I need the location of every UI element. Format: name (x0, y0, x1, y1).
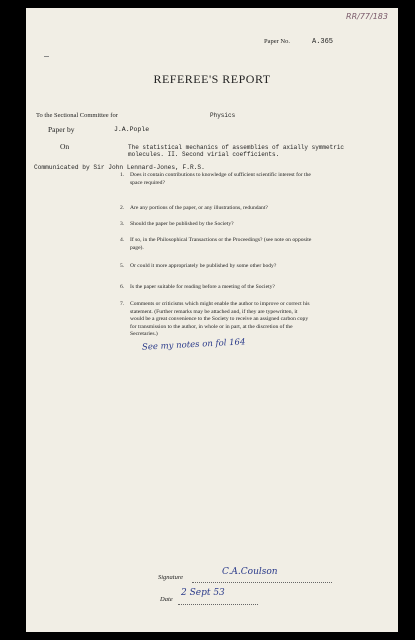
page-title: REFEREE'S REPORT (153, 72, 271, 86)
question-2: 2. Are any portions of the paper, or any illustrations, redundant? (120, 205, 268, 211)
question-4: 4. If so, in the Philosophical Transactions or the Proceedings? (see note on opposite page). (120, 237, 312, 251)
question-3: 3. Should the paper be published by the Society? (120, 221, 234, 227)
paper-by-label: Paper by (48, 125, 75, 134)
date-line (178, 604, 258, 605)
on-label: On (60, 142, 70, 151)
question-6: 6. Is the paper suitable for reading before a meeting of the Society? (120, 284, 275, 290)
communicated-by: Communicated by Sir John Lennard-Jones, F.R.S. (34, 164, 205, 171)
committee-label: To the Sectional Committee for (36, 112, 118, 119)
question-5: 5. Or could it more appropriately be published by some other body? (120, 263, 277, 269)
date-value: 2 Sept 53 (181, 588, 225, 598)
signature-value: C.A.Coulson (222, 567, 278, 577)
report-form (26, 8, 398, 632)
signature-line (192, 582, 332, 583)
handwritten-note: See my notes on fol 164 (141, 337, 246, 353)
committee-value: Physics (210, 112, 236, 119)
paper-title-line-2: molecules. II. Second virial coefficients. (128, 151, 280, 158)
reference-number: RR/77/183 (346, 12, 388, 21)
signature-label: Signature (158, 574, 184, 581)
paper-by-value: J.A.Pople (114, 126, 150, 133)
paper-no-value: A.365 (312, 38, 334, 46)
question-1: 1. Does it contain contributions to knowledge of sufficient scientific interest for the space required? (120, 172, 311, 186)
margin-mark (44, 56, 49, 57)
paper-no-label: Paper No. (264, 38, 290, 45)
question-7: 7. Comments or criticisms which might enable the author to improve or correct his statement. (Further remarks may be attached and, if they are typewritten, it would be a great convenience to the Society to receive an assigned carbon copy for transmission to the author, in whole or in part, at the discretion of the Secretaries.) (120, 301, 310, 338)
date-label: Date (160, 596, 173, 603)
paper-title-line-1: The statistical mechanics of assemblies of axially symmetric (128, 144, 345, 151)
